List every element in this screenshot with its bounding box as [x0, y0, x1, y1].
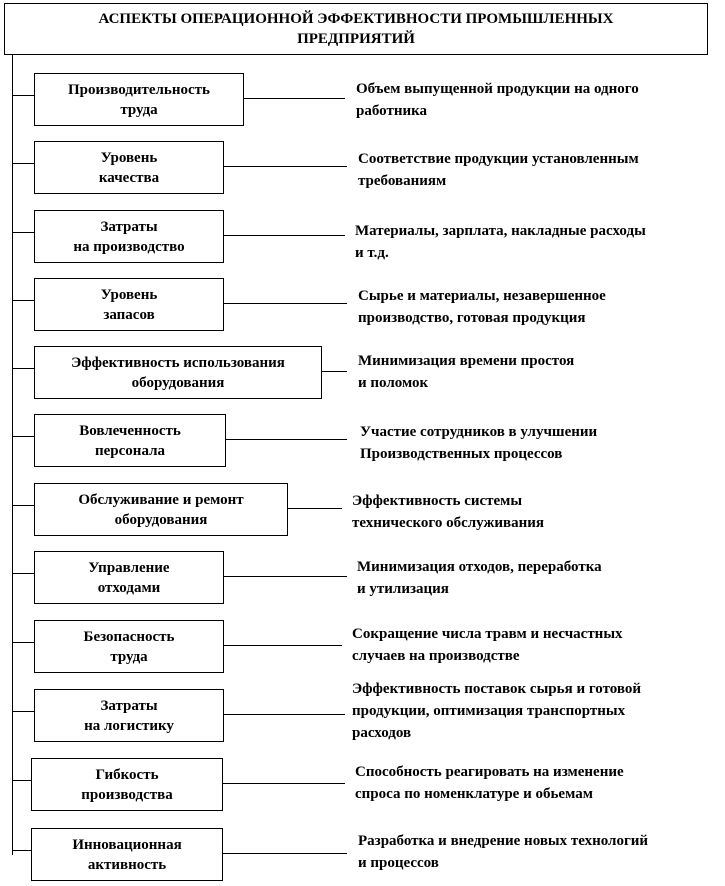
aspect-description-line: Сокращение числа травм и несчастных: [352, 626, 623, 642]
aspect-box: [34, 414, 226, 467]
aspect-box: [34, 346, 322, 399]
aspect-description-line: Материалы, зарплата, накладные расходы: [355, 223, 646, 239]
aspect-description-line: спроса по номенклатуре и обьемам: [355, 786, 593, 802]
aspect-description: [355, 761, 624, 805]
aspect-box: [34, 73, 244, 126]
aspect-description-line: Соответствие продукции установленным: [358, 151, 639, 167]
aspect-description-connector: [224, 645, 342, 646]
aspect-box-label-line: Уровень: [100, 149, 158, 166]
diagram-title-line-1: АСПЕКТЫ ОПЕРАЦИОННОЙ ЭФФЕКТИВНОСТИ ПРОМЫШЛЕННЫХ: [98, 11, 614, 27]
aspect-description-connector: [224, 166, 347, 167]
aspect-box: [34, 483, 288, 536]
spine-branch-connector: [12, 642, 34, 643]
aspect-box-label-line: труда: [120, 101, 158, 118]
aspect-description-line: Минимизация времени простоя: [358, 353, 575, 369]
spine-branch-connector: [12, 780, 31, 781]
aspect-description-connector: [224, 235, 345, 236]
aspect-box: [34, 278, 224, 331]
aspect-description: [352, 678, 641, 744]
aspect-description-line: Способность реагировать на изменение: [355, 764, 624, 780]
aspect-description-connector: [322, 371, 347, 372]
aspect-box-label-line: производства: [81, 786, 173, 803]
aspect-description-connector: [226, 439, 347, 440]
aspect-box: [34, 141, 224, 194]
aspect-box-label-line: Затраты: [100, 697, 158, 714]
spine-branch-connector: [12, 850, 31, 851]
aspect-box-label-line: Производительность: [68, 81, 210, 98]
spine-branch-connector: [12, 505, 34, 506]
aspect-box-label-line: запасов: [103, 306, 155, 323]
aspect-box: [34, 689, 224, 742]
aspect-description-line: производство, готовая продукция: [358, 310, 586, 326]
aspect-box-label-line: Затраты: [100, 218, 158, 235]
aspect-description-connector: [224, 303, 347, 304]
aspect-description-line: Эффективность поставок сырья и готовой: [352, 681, 642, 697]
spine-branch-connector: [12, 163, 34, 164]
aspect-box-label-line: Вовлеченность: [79, 422, 181, 439]
aspect-box-label-line: оборудования: [114, 511, 208, 528]
aspect-box-label-line: отходами: [97, 579, 161, 596]
aspect-description-line: случаев на производстве: [352, 648, 520, 664]
aspect-description-line: и т.д.: [355, 245, 389, 261]
aspect-description-line: и поломок: [358, 375, 429, 391]
aspect-box-label-line: Управление: [88, 559, 170, 576]
aspect-box-label-line: качества: [98, 169, 160, 186]
aspect-description: [352, 623, 623, 667]
aspect-description-line: расходов: [352, 725, 412, 741]
aspect-box-label-line: Инновационная: [72, 836, 182, 853]
spine-branch-connector: [12, 368, 34, 369]
aspect-description: [352, 490, 544, 534]
aspect-description: [356, 78, 639, 122]
aspect-box-label-line: на производство: [73, 238, 185, 255]
aspect-box-label-line: Обслуживание и ремонт: [78, 491, 244, 508]
spine-connector: [12, 55, 13, 855]
spine-branch-connector: [12, 300, 34, 301]
aspect-description-line: технического обслуживания: [352, 515, 544, 531]
aspect-description-line: Разработка и внедрение новых технологий: [358, 833, 649, 849]
aspect-box-label-line: персонала: [95, 442, 165, 459]
aspect-description-line: продукции, оптимизация транспортных: [352, 703, 626, 719]
aspect-box: [31, 828, 223, 881]
aspect-description-line: Эффективность системы: [352, 493, 523, 509]
aspect-description-line: Участие сотрудников в улучшении: [360, 424, 598, 440]
aspect-description: [355, 220, 646, 264]
diagram-title-line-2: ПРЕДПРИЯТИЙ: [297, 31, 415, 47]
aspect-description-line: и утилизация: [357, 581, 449, 597]
aspect-description-line: и процессов: [358, 855, 439, 871]
aspect-description-line: работника: [356, 103, 428, 119]
aspect-box-label-line: труда: [110, 648, 148, 665]
aspect-description-connector: [244, 98, 345, 99]
aspect-description-line: требованиям: [358, 173, 447, 189]
aspect-box: [34, 551, 224, 604]
spine-branch-connector: [12, 436, 34, 437]
aspect-box-label-line: активность: [87, 856, 167, 873]
diagram-title: [4, 3, 708, 55]
aspect-box-label-line: на логистику: [84, 717, 174, 734]
aspect-box-label-line: Эффективность использования: [71, 354, 285, 371]
aspect-description: [358, 285, 606, 329]
aspect-box-label-line: Безопасность: [83, 628, 175, 645]
aspect-description: [358, 148, 639, 192]
aspect-description-connector: [223, 853, 347, 854]
spine-branch-connector: [12, 573, 34, 574]
aspect-description: [358, 830, 648, 874]
aspect-description: [360, 421, 597, 465]
spine-branch-connector: [12, 95, 34, 96]
aspect-description-line: Производственных процессов: [360, 446, 563, 462]
aspect-description-line: Сырье и материалы, незавершенное: [358, 288, 606, 304]
spine-branch-connector: [12, 232, 34, 233]
aspect-description: [357, 556, 602, 600]
aspect-description-connector: [223, 783, 345, 784]
aspect-box-label-line: Уровень: [100, 286, 158, 303]
aspect-description-connector: [288, 508, 342, 509]
aspect-description-connector: [224, 714, 345, 715]
aspect-box: [31, 758, 223, 811]
aspect-description-line: Минимизация отходов, переработка: [357, 559, 602, 575]
spine-branch-connector: [12, 711, 34, 712]
aspect-box-label-line: Гибкость: [95, 766, 159, 783]
aspect-box-label-line: оборудования: [131, 374, 225, 391]
aspect-box: [34, 210, 224, 263]
aspect-description: [358, 350, 574, 394]
aspect-box: [34, 620, 224, 673]
aspect-description-line: Объем выпущенной продукции на одного: [356, 81, 639, 97]
aspect-description-connector: [224, 576, 347, 577]
